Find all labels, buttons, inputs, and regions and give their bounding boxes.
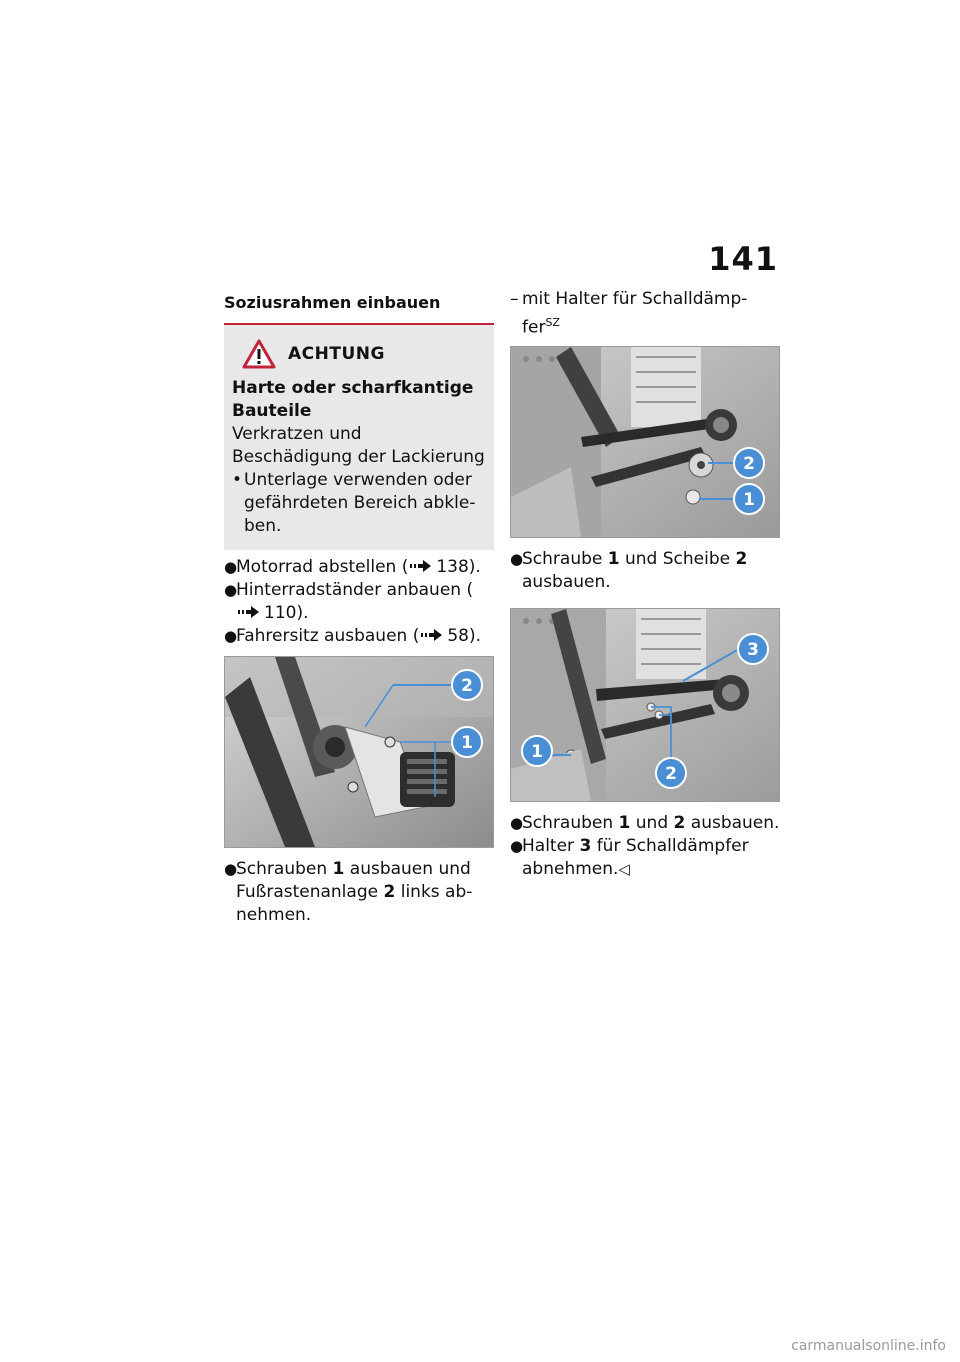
part-number: 2: [383, 882, 396, 902]
section-title: Soziusrahmen einbauen: [224, 293, 441, 312]
variant-text: mit Halter für Schalldämp-fer: [522, 289, 748, 338]
callout-3: [738, 634, 768, 664]
variant-sup: SZ: [545, 316, 560, 329]
step-item: [510, 548, 782, 594]
svg-text:3: 3: [747, 639, 759, 660]
step-text: und Scheibe: [619, 548, 736, 569]
page-ref-arrow-icon: [410, 560, 432, 572]
warning-heading: Harte oder scharfkantige Bauteile: [232, 378, 474, 421]
variant-item: [510, 288, 782, 340]
warning-measure: [232, 469, 486, 538]
end-marker-icon: ◁: [618, 859, 630, 878]
step-text: für Schalldämpfer abnehmen.: [522, 835, 749, 879]
svg-text:1: 1: [743, 489, 755, 510]
step-dot: ●: [224, 558, 238, 576]
step-text: Hinterradständer anbauen (: [236, 580, 474, 600]
warning-box: [224, 325, 494, 550]
step-dot: ●: [510, 549, 524, 568]
svg-text:2: 2: [665, 763, 677, 784]
watermark-text[interactable]: carmanualsonline.info: [791, 1338, 946, 1354]
step-text: Fahrersitz ausbauen (: [236, 626, 420, 646]
step-dot: ●: [510, 813, 524, 832]
page-ref-link[interactable]: 138: [436, 557, 469, 577]
svg-text:2: 2: [743, 453, 755, 474]
svg-text:2: 2: [461, 676, 473, 696]
part-number: 1: [607, 548, 620, 569]
step-dot: ●: [510, 836, 524, 855]
part-number: 2: [673, 812, 686, 833]
page-number: 141: [708, 240, 778, 278]
svg-text:1: 1: [531, 741, 543, 762]
bullet-dot: •: [232, 470, 243, 490]
step-item: [510, 835, 782, 881]
page-ref-arrow-icon: [421, 629, 443, 641]
part-number: 1: [618, 812, 631, 833]
right-column: [510, 288, 782, 881]
step-item: [224, 625, 494, 648]
left-column: [224, 288, 494, 927]
step-text: und: [630, 812, 674, 833]
page-ref-link[interactable]: 58: [447, 626, 469, 646]
silencer-bracket-photo-1: [510, 346, 780, 538]
step-text-close: ).: [296, 603, 309, 623]
step-text: Schrauben: [236, 859, 333, 879]
step-item: [224, 556, 494, 579]
step-text-close: ).: [468, 557, 481, 577]
page-ref-link[interactable]: 110: [264, 603, 297, 623]
warning-title: ACHTUNG: [288, 343, 385, 364]
step-text: links ab-nehmen.: [236, 882, 473, 925]
callout-1: [734, 484, 764, 514]
step-text: ausbauen.: [685, 812, 780, 833]
step-dot: ●: [224, 627, 238, 645]
page-ref-arrow-icon: [238, 606, 260, 618]
step-dot: ●: [224, 860, 238, 878]
part-number: 3: [579, 835, 592, 856]
part-number: 1: [332, 859, 345, 879]
step-text: Schraube: [522, 548, 608, 569]
callout-1: [522, 736, 552, 766]
callout-1: [452, 727, 482, 757]
warning-triangle-icon: [242, 339, 276, 369]
step-text: ausbauen und Fußrastenanlage: [236, 859, 471, 902]
step-text-close: ).: [469, 626, 482, 646]
watermark: [0, 1338, 960, 1354]
step-item: [224, 579, 494, 625]
step-dot: ●: [224, 581, 238, 599]
warning-header: [242, 339, 486, 369]
footrest-photo: [224, 656, 494, 848]
step-text: ausbauen.: [522, 571, 611, 592]
svg-text:1: 1: [461, 733, 473, 753]
step-text: Schrauben: [522, 812, 619, 833]
step-item: [224, 858, 494, 927]
step-item: [510, 812, 782, 835]
silencer-bracket-photo-2: [510, 608, 780, 802]
step-text: Halter: [522, 835, 580, 856]
part-number: 2: [735, 548, 748, 569]
callout-2: [452, 670, 482, 700]
step-text: Motorrad abstellen (: [236, 557, 409, 577]
callout-2: [656, 758, 686, 788]
warning-measure-text: Unterlage verwenden oder gefährdeten Bereich abkle-ben.: [244, 470, 476, 536]
warning-consequence: Verkratzen und Beschädigung der Lackierung: [232, 424, 485, 467]
callout-2: [734, 448, 764, 478]
dash-marker: –: [510, 289, 519, 309]
